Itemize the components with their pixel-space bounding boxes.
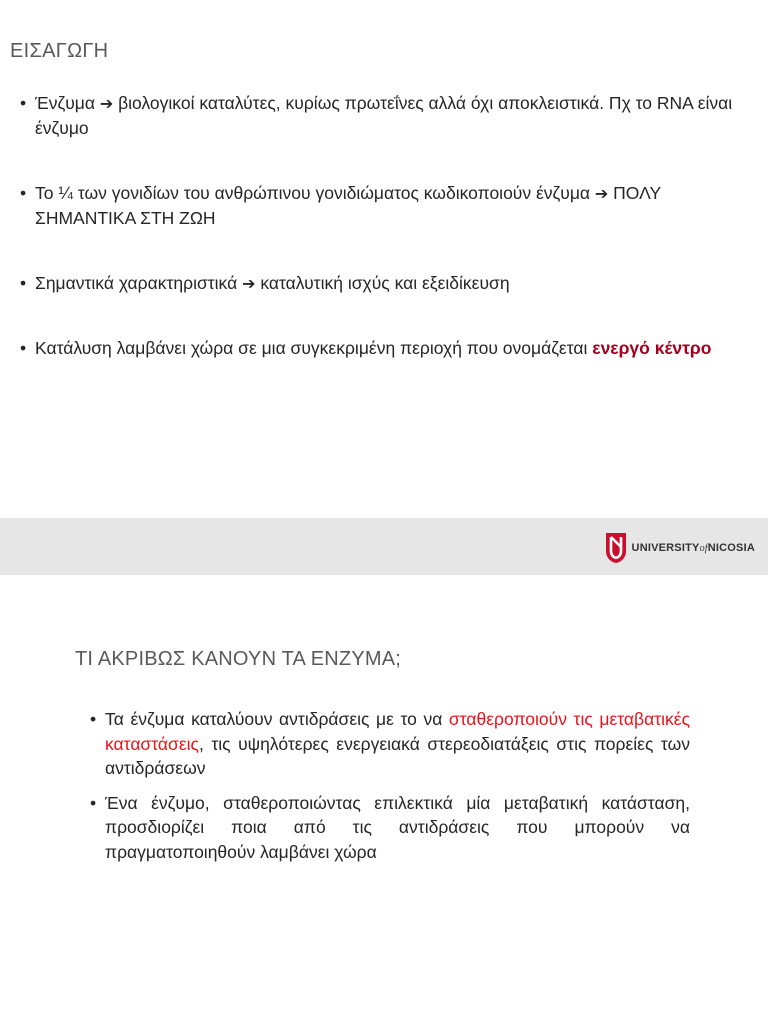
slide-what-enzymes-do [0,575,768,1024]
university-logo [605,533,755,563]
bullet-text: ΠΟΛΥ ΣΗΜΑΝΤΙΚΑ ΣΤΗ ΖΩΗ [35,183,661,228]
bullet-list [20,91,755,386]
bullet-item-active-site [20,336,755,386]
bullet-item-key-features [20,271,755,336]
logo-word-of: of [699,543,708,554]
bullet-text: βιολογικοί καταλύτες, κυρίως πρωτεΐνες αλλά όχι αποκλειστικά. Πχ το RNA είναι ένζυμο [35,93,733,138]
bullet-text: καταλυτική ισχύς και εξειδίκευση [255,273,510,293]
bullet-item-enzymes-definition [20,91,755,181]
bullet-text: Ένα ένζυμο, σταθεροποιώντας επιλεκτικά μία μεταβατική κατάσταση, προσδιορίζει ποια από τις αντιδράσεις που μπορούν να πραγματοποιηθούν λαμβάνει χώρα [105,792,690,862]
bullet-text: Τα ένζυμα καταλύουν αντιδράσεις με το να [105,709,449,729]
slide-title: ΤΙ ΑΚΡΙΒΩΣ ΚΑΝΟΥΝ ΤΑ ΕΝΖΥΜΑ; [75,648,402,670]
bullet-text: Το ¼ των γονιδίων του ανθρώπινου γονιδιώματος κωδικοποιούν ένζυμα [35,183,595,203]
arrow-right-icon: ➔ [99,94,114,113]
logo-text [632,542,755,554]
bullet-item-transition-states [90,707,690,781]
bullet-text: Σημαντικά χαρακτηριστικά [35,273,243,293]
arrow-right-icon: ➔ [594,184,609,203]
bullet-list [90,707,690,874]
bullet-text: , τις υψηλότερες ενεργειακά στερεοδιατάξεις στις πορείες των αντιδράσεων [105,733,690,778]
logo-word-nicosia: NICOSIA [707,542,755,554]
bullet-text: Κατάλυση λαμβάνει χώρα σε μια συγκεκριμένη περιοχή που ονομάζεται [35,338,593,358]
slide-footer [0,518,768,575]
logo-word-university: UNIVERSITY [631,542,700,554]
highlight-text: σταθεροποιούν τις μεταβατικές καταστάσεις [105,709,691,754]
bullet-text: Ένζυμα [35,93,100,113]
highlight-text: ενεργό κέντρο [592,338,712,358]
slide-title: ΕΙΣΑΓΩΓΗ [10,40,109,62]
unic-shield-icon [605,533,627,563]
arrow-right-icon: ➔ [242,274,256,293]
bullet-item-genome-fraction [20,181,755,271]
bullet-item-selectivity [90,791,690,865]
